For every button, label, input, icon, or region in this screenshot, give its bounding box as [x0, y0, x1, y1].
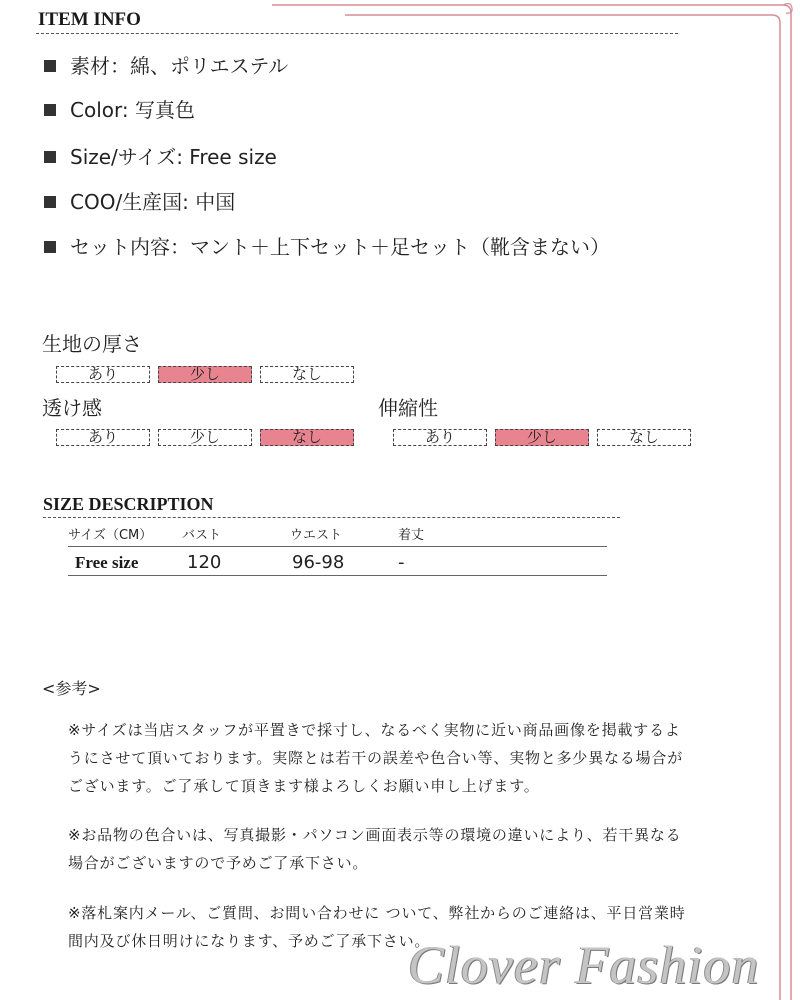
bullet-text: Size/サイズ: Free size	[70, 145, 277, 169]
note-line: ※落札案内メール、ご質問、お問い合わせに ついて、弊社からのご連絡は、平日営業時	[68, 904, 686, 922]
item-info-size	[44, 143, 277, 171]
size-description-heading: SIZE DESCRIPTION	[43, 494, 214, 514]
transparency-option-ari: あり	[56, 429, 150, 446]
item-info-set-contents	[44, 233, 610, 261]
square-bullet-icon	[44, 196, 56, 208]
bust-cell: 120	[187, 552, 222, 573]
item-info-heading: ITEM INFO	[38, 9, 141, 30]
size-cell: Free size	[75, 553, 139, 572]
table-row-rule	[68, 575, 607, 576]
note-line: 場合がございますので予めご了承下さい。	[68, 854, 369, 872]
thickness-option-sukoshi: 少し	[158, 366, 252, 383]
waist-column-header: ウエスト	[290, 528, 343, 543]
bullet-text: COO/生産国: 中国	[70, 190, 236, 214]
stretch-option-sukoshi: 少し	[495, 429, 589, 446]
note-line: 間内及び休日明けになります、予めご了承下さい。	[68, 932, 431, 950]
item-info-origin	[44, 188, 235, 216]
item-info-divider	[36, 33, 678, 34]
fabric-stretch-label: 伸縮性	[378, 396, 438, 420]
bullet-text: 素材：綿、ポリエステル	[70, 54, 289, 78]
item-info-color	[44, 96, 195, 124]
square-bullet-icon	[44, 151, 56, 163]
size-description-divider	[43, 517, 620, 518]
clover-fashion-watermark: Clover Fashion	[408, 935, 760, 995]
fabric-transparency-label: 透け感	[42, 396, 102, 420]
square-bullet-icon	[44, 104, 56, 116]
length-column-header: 着丈	[398, 528, 425, 543]
square-bullet-icon	[44, 60, 56, 72]
stretch-option-nashi: なし	[597, 429, 691, 446]
note-line: ございます。ご了承して頂きます様よろしくお願い申し上げます。	[68, 777, 540, 795]
stretch-option-ari: あり	[393, 429, 487, 446]
waist-cell: 96-98	[292, 552, 345, 573]
note-line: ※お品物の色合いは、写真撮影・パソコン画面表示等の環境の違いにより、若干異なる	[68, 826, 682, 844]
size-column-header: サイズ（CM）	[68, 528, 153, 543]
transparency-option-sukoshi: 少し	[158, 429, 252, 446]
square-bullet-icon	[44, 241, 56, 253]
table-header-rule	[68, 546, 607, 547]
fabric-thickness-label: 生地の厚さ	[42, 332, 142, 356]
length-cell: -	[398, 552, 405, 573]
thickness-option-nashi: なし	[260, 366, 354, 383]
transparency-option-nashi: なし	[260, 429, 354, 446]
item-info-material	[44, 52, 288, 80]
bullet-text: セット内容：マント＋上下セット＋足セット（靴含まない）	[70, 235, 610, 259]
bullet-text: Color: 写真色	[70, 98, 195, 122]
note-line: うにさせて頂いております。実際とは若干の誤差や色合い等、実物と多少異なる場合が	[68, 749, 684, 767]
thickness-option-ari: あり	[56, 366, 150, 383]
note-line: ※サイズは当店スタッフが平置きで採寸し、なるべく実物に近い商品画像を掲載するよ	[68, 721, 681, 739]
bust-column-header: バスト	[182, 528, 222, 543]
notes-heading: <参考>	[42, 679, 101, 698]
